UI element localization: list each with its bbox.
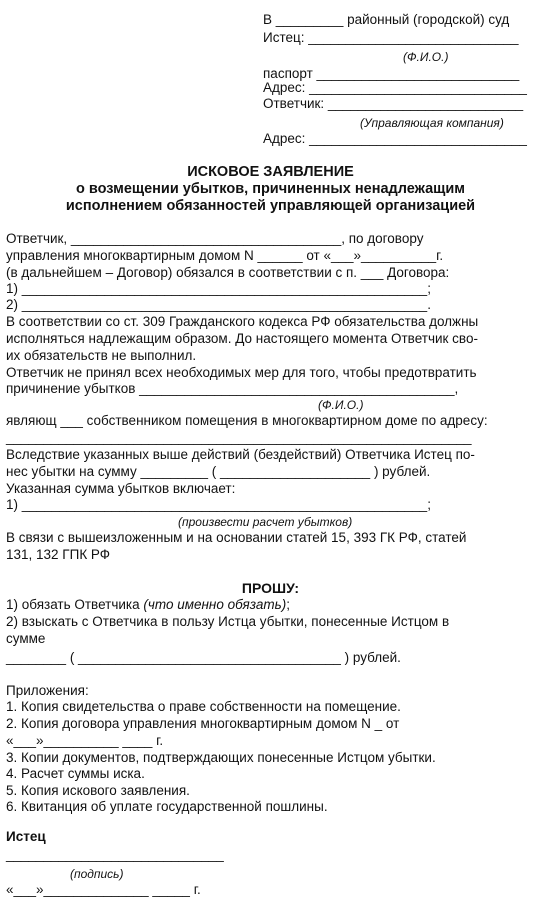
request-item-2: 2) взыскать с Ответчика в пользу Истца убытки, понесенные Истцом в [6,614,450,629]
defendant-line: Ответчик: __________________________ [263,96,524,111]
document-title: ИСКОВОЕ ЗАЯВЛЕНИЕ [187,164,354,180]
body-line: Ответчик, ____________________________________, по договору [6,231,424,246]
body-line: являющ ___ собственником помещения в многоквартирном доме по адресу: [6,413,488,428]
body-line: В соответствии со ст. 309 Гражданского кодекса РФ обязательства должны [6,314,479,329]
attachment-item: 6. Квитанция об уплате государственной пошлины. [6,799,328,814]
attachment-item: 5. Копия искового заявления. [6,783,190,798]
calc-hint: (произвести расчет убытков) [178,515,353,529]
document-subtitle-1: о возмещении убытков, причиненных ненадлежащим [75,181,466,197]
body-line: их обязательств не выполнил. [6,348,197,363]
signature-label: Истец [6,829,46,844]
attachment-item: 3. Копии документов, подтверждающих понесенные Истцом убытки. [6,750,436,765]
attachment-item-cont: «___»__________ ____ г. [6,733,164,748]
court-line: В _________ районный (городской) суд [263,12,510,27]
signature-line: _____________________________ [6,847,224,862]
body-line: (в дальнейшем – Договор) обязался в соответствии с п. ___ Договора: [6,265,450,280]
plaintiff-line: Истец: ____________________________ [263,30,519,45]
plaintiff-hint: (Ф.И.О.) [403,50,449,64]
body-line: Указанная сумма убытков включает: [6,481,236,496]
body-line: Ответчик не принял всех необходимых мер для того, чтобы предотвратить [6,365,477,380]
defendant-hint: (Управляющая компания) [360,116,504,130]
body-line: Вследствие указанных выше действий (бездействий) Ответчика Истец по- [6,447,475,462]
request-item-2-cont: сумме [6,631,46,646]
body-line: 1) ______________________________________________________; [6,281,431,296]
fio-hint: (Ф.И.О.) [318,398,364,412]
body-line: 131, 132 ГПК РФ [6,547,111,562]
attachment-item: 4. Расчет суммы иска. [6,766,145,781]
body-line: причинение убытков __________________________________________, [6,381,459,396]
body-line: В связи с вышеизложенным и на основании статей 15, 393 ГК РФ, статей [6,530,467,545]
body-line: исполняться надлежащим образом. До настоящего момента Ответчик сво- [6,331,478,346]
attachments-heading: Приложения: [6,683,89,698]
request-item-1-end: ; [286,597,290,612]
body-line: управления многоквартирным домом N ______ от «___»__________г. [6,248,444,263]
body-line: нес убытки на сумму _________ ( ____________________ ) рублей. [6,464,431,479]
attachment-item: 2. Копия договора управления многоквартирным домом N _ от [6,716,400,731]
request-heading: ПРОШУ: [241,580,300,596]
request-item-1 [6,597,290,613]
passport-line: паспорт ___________________________ [263,66,520,81]
signature-hint: (подпись) [70,867,124,881]
request-item-2-amount: ________ ( ___________________________________ ) рублей. [6,650,401,665]
body-line: ______________________________________________________________ [6,430,472,445]
address-line-2: Адрес: _____________________________ [263,131,527,146]
address-line-1: Адрес: _____________________________ [263,80,527,95]
request-item-1-text: 1) обязать Ответчика [6,597,144,612]
attachment-item: 1. Копия свидетельства о праве собственности на помещение. [6,699,401,714]
request-item-1-hint: (что именно обязать) [143,597,287,612]
document-subtitle-2: исполнением обязанностей управляющей организацией [65,198,476,214]
body-line: 1) ______________________________________________________; [6,497,431,512]
signature-date: «___»______________ _____ г. [6,882,201,897]
body-line: 2) ______________________________________________________. [6,297,431,312]
